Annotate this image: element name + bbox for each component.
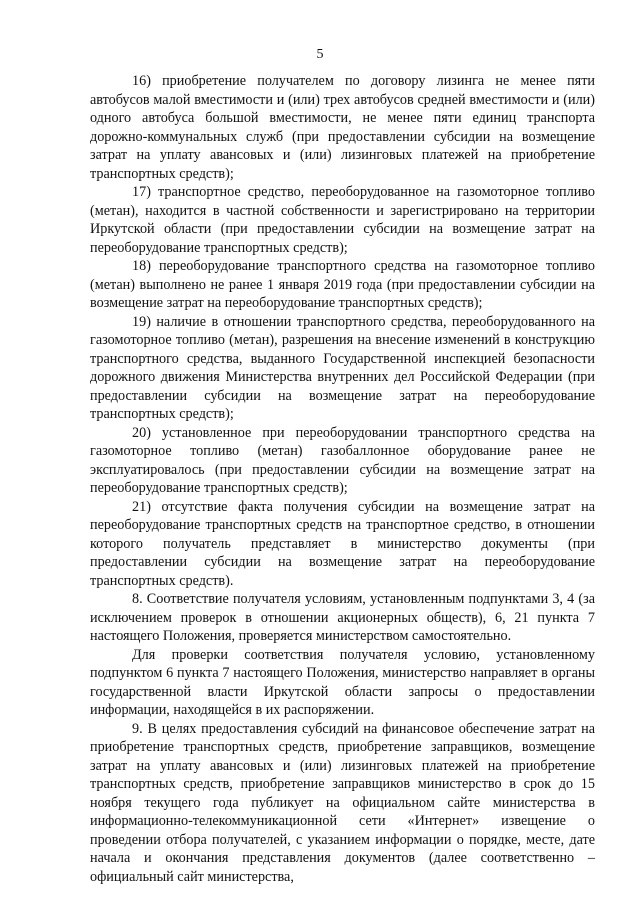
paragraph-section-8-verification: Для проверки соответствия получателя условию, установленному подпунктом 6 пункта 7 настоящего Положения, министерство направляет в органы государственной власти Иркутской области запросы о предоставлении информации, находящейся в их распоряжении. <box>90 646 595 718</box>
page-number: 5 <box>316 47 324 62</box>
paragraph-20: 20) установленное при переоборудовании транспортного средства на газомоторное топливо (метан) газобаллонное оборудование ранее не эксплуатировалось (при предоставлении субсидии на возмещение затрат на переоборудование транспортных средств); <box>90 424 595 496</box>
paragraph-17: 17) транспортное средство, переоборудованное на газомоторное топливо (метан), находится в частной собственности и зарегистрировано на территории Иркутской области (при предоставлении субсидии на возмещение затрат на переоборудование транспортных средств); <box>90 184 595 256</box>
paragraph-section-8: 8. Соответствие получателя условиям, установленным подпунктами 3, 4 (за исключением проверок в отношении акционерных обществ), 6, 21 пункта 7 настоящего Положения, проверяется министерством самостоятельно. <box>90 591 595 644</box>
paragraph-19: 19) наличие в отношении транспортного средства, переоборудованного на газомоторное топливо (метан), разрешения на внесение изменений в конструкцию транспортного средства, выданного Государственной инспекцией безопасности дорожного движения Министерства внутренних дел Российской Федерации (при предоставлении субсидии на возмещение затрат на переоборудование транспортных средств); <box>90 313 595 422</box>
paragraph-16: 16) приобретение получателем по договору лизинга не менее пяти автобусов малой вместимости и (или) трех автобусов средней вместимости и (или) одного автобуса большой вместимости, не менее пяти единиц транспорта дорожно-коммунальных служб (при предоставлении субсидии на возмещение затрат на уплату авансовых и (или) лизинговых платежей на приобретение транспортных средств); <box>90 73 595 182</box>
paragraph-section-9: 9. В целях предоставления субсидий на финансовое обеспечение затрат на приобретение транспортных средств, приобретение заправщиков, возмещение затрат на уплату авансовых и (или) лизинговых платежей на приобретение транспортных средств, приобретение заправщиков министерство в срок до 15 ноября текущего года публикует на официальном сайте министерства в информационно-телекоммуникационной сети «Интернет» извещение о проведении отбора получателей, с указанием информации о порядке, месте, дате начала и окончания представления документов (далее соответственно – официальный сайт министерства, <box>90 720 595 885</box>
paragraph-21: 21) отсутствие факта получения субсидии на возмещение затрат на переоборудование транспортных средств на транспортное средство, в отношении которого получатель представляет в министерство документы (при предоставлении субсидии на возмещение затрат на переоборудование транспортных средств). <box>90 498 595 589</box>
paragraph-18: 18) переоборудование транспортного средства на газомоторное топливо (метан) выполнено не ранее 1 января 2019 года (при предоставлении субсидии на возмещение затрат на переоборудование транспортных средств); <box>90 258 595 311</box>
document-body <box>90 72 595 886</box>
